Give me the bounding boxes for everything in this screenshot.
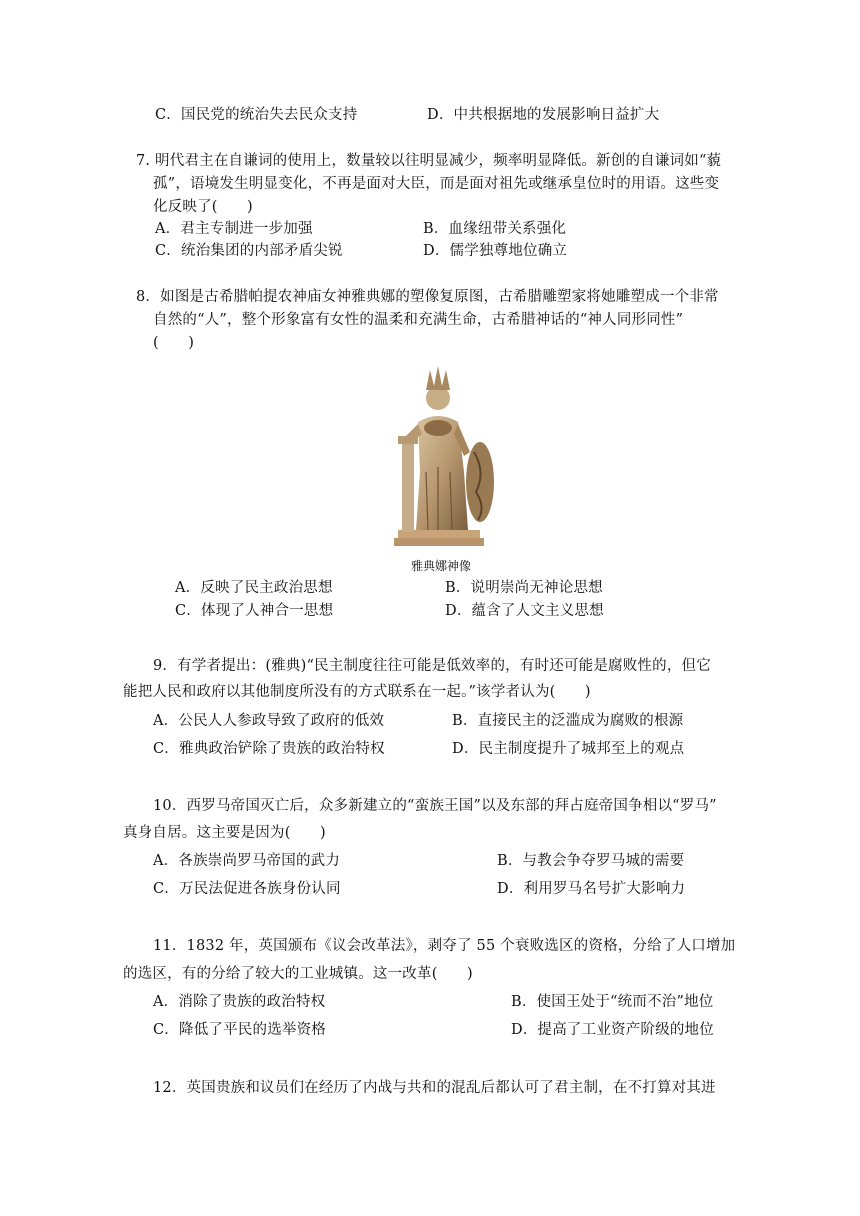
q7-stem-line-2: 孤”，语境发生明显变化，不再是面对大臣，而是面对祖先或继承皇位时的用语。这些变 [153, 176, 720, 192]
q9-stem-line-1: 9．有学者提出：(雅典)“民主制度往往可能是低效率的，有时还可能是腐败性的，但它 [153, 658, 711, 674]
q8-option-c: C．体现了人神合一思想 [175, 603, 334, 619]
q8-stem-line-2: 自然的“人”，整个形象富有女性的温柔和充满生命，古希腊神话的“神人同形同性” [153, 312, 684, 328]
q11-option-b: B．使国王处于“统而不治”地位 [511, 994, 714, 1010]
q7-stem-line-1: 7. 明代君主在自谦词的使用上，数量较以往明显减少，频率明显降低。新创的自谦词如“藐 [136, 153, 722, 169]
q7-option-b: B．血缘纽带关系强化 [423, 221, 567, 237]
q7-stem-line-3: 化反映了( ) [153, 199, 253, 215]
q8-option-d: D．蕴含了人文主义思想 [445, 603, 604, 619]
q8-stem-line-1: 8．如图是古希腊帕提农神庙女神雅典娜的塑像复原图，古希腊雕塑家将她雕塑成一个非常 [136, 289, 719, 305]
q8-option-a: A．反映了民主政治思想 [175, 580, 333, 596]
q10-option-d: D．利用罗马名号扩大影响力 [497, 881, 686, 897]
q10-stem-line-2: 真身自居。这主要是因为( ) [123, 825, 326, 841]
q7-option-c: C．统治集团的内部矛盾尖锐 [155, 243, 343, 259]
q9-option-c: C．雅典政治铲除了贵族的政治特权 [153, 741, 385, 757]
q11-option-c: C．降低了平民的选举资格 [153, 1022, 326, 1038]
q8-option-b: B．说明崇尚无神论思想 [445, 580, 603, 596]
q12-stem-line-1: 12．英国贵族和议员们在经历了内战与共和的混乱后都认可了君主制，在不打算对其进 [153, 1080, 716, 1096]
q10-option-b: B．与教会争夺罗马城的需要 [497, 853, 685, 869]
q11-stem-line-2: 的选区，有的分给了较大的工业城镇。这一改革( ) [123, 966, 473, 982]
q6-option-c: C．国民党的统治失去民众支持 [155, 107, 358, 123]
q10-option-c: C．万民法促进各族身份认同 [153, 881, 341, 897]
q6-option-d: D．中共根据地的发展影响日益扩大 [427, 107, 660, 123]
q9-stem-line-2: 能把人民和政府以其他制度所没有的方式联系在一起。”该学者认为( ) [123, 684, 591, 700]
q11-option-a: A．消除了贵族的政治特权 [153, 994, 326, 1010]
q11-stem-line-1: 11．1832 年，英国颁布《议会改革法》，剥夺了 55 个衰败选区的资格，分给了人口增加 [153, 938, 736, 954]
q11-option-d: D．提高了工业资产阶级的地位 [511, 1022, 714, 1038]
figure-caption: 雅典娜神像 [411, 559, 472, 573]
q8-stem-line-3: ( ) [153, 335, 195, 351]
athena-statue-image [368, 362, 508, 546]
q9-option-a: A．公民人人参政导致了政府的低效 [153, 713, 385, 729]
q10-option-a: A．各族崇尚罗马帝国的武力 [153, 853, 341, 869]
q7-option-d: D．儒学独尊地位确立 [423, 243, 568, 259]
q9-option-b: B．直接民主的泛滥成为腐败的根源 [452, 713, 684, 729]
q10-stem-line-1: 10．西罗马帝国灭亡后，众多新建立的“蛮族王国”以及东部的拜占庭帝国争相以“罗马” [153, 798, 717, 814]
q7-option-a: A．君主专制进一步加强 [155, 221, 313, 237]
q9-option-d: D．民主制度提升了城邦至上的观点 [452, 741, 685, 757]
